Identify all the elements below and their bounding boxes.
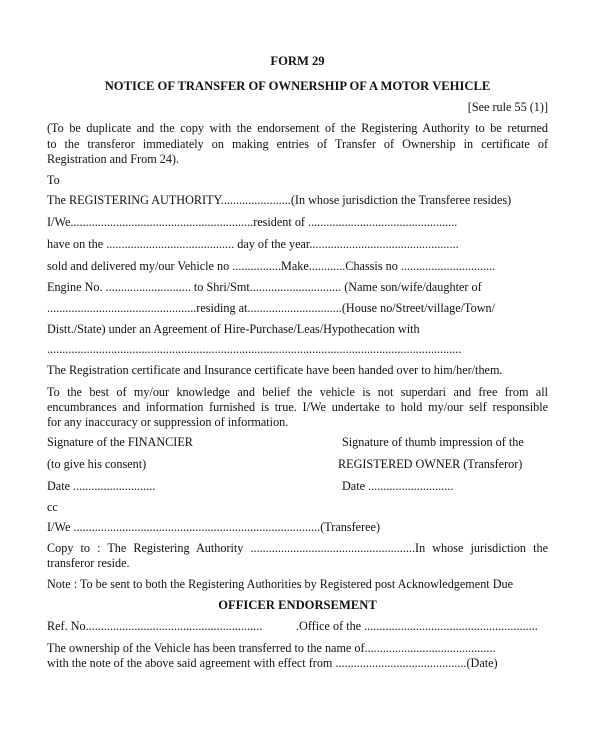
- form-title: NOTICE OF TRANSFER OF OWNERSHIP OF A MOTOR VEHICLE: [104, 79, 491, 93]
- rule-reference: [See rule 55 (1)]: [467, 100, 548, 114]
- vehicle-details-line: sold and delivered my/our Vehicle no ................Make............Chassis no ...............................: [47, 259, 496, 273]
- hire-purchase-line: Distt./State) under an Agreement of Hire-Purchase/Leas/Hypothecation with: [47, 322, 420, 336]
- instruction-line-2: to the transferor immediately on making entries of Transfer of Ownership in certificate of: [47, 137, 548, 151]
- owner-date-field: Date ............................: [342, 479, 454, 493]
- form-number: FORM 29: [270, 54, 325, 68]
- reference-number-field: Ref. No..........................................................: [47, 619, 263, 633]
- financier-date-field: Date ...........................: [47, 479, 156, 493]
- instruction-line-3: Registration and From 24).: [47, 152, 180, 166]
- registering-authority-line: The REGISTERING AUTHORITY.......................(In whose jurisdiction the Transferee resides): [47, 193, 512, 207]
- date-of-year-line: have on the .......................................... day of the year.................................................: [47, 237, 459, 251]
- transferee-line: I/We .................................................................................(Transferee): [47, 520, 381, 534]
- copy-to-line-2: transferor reside.: [47, 556, 130, 570]
- officer-endorsement-heading: OFFICER ENDORSEMENT: [218, 598, 377, 612]
- certificates-handed-over: The Registration certificate and Insurance certificate have been handed over to him/her/them.: [47, 363, 503, 377]
- copy-to-line-1: Copy to : The Registering Authority ......................................................In whose jurisdiction the: [47, 541, 548, 555]
- registered-owner-label: REGISTERED OWNER (Transferor): [338, 457, 523, 471]
- declaration-line-3: for any inaccuracy or suppression of information.: [47, 415, 289, 429]
- residence-line: .................................................residing at...............................(House no/Street/village/Town/: [47, 301, 496, 315]
- financier-signature-label: Signature of the FINANCIER: [47, 435, 193, 449]
- declaration-line-2: encumbrances and information furnished is true. I/We undertake to hold my/our self responsible: [47, 400, 548, 414]
- owner-signature-label: Signature of thumb impression of the: [342, 435, 524, 449]
- effective-date-line: with the note of the above said agreement with effect from ...........................................(Date): [47, 656, 498, 670]
- postal-note: Note : To be sent to both the Registering Authorities by Registered post Acknowledgement Due: [47, 577, 514, 591]
- owner-resident-line: I/We............................................................resident of .................................................: [47, 215, 458, 229]
- hypothecation-blank-line: ........................................................................................................................................: [47, 342, 462, 356]
- office-of-field: .Office of the .........................................................: [296, 619, 538, 633]
- financier-consent-label: (to give his consent): [47, 457, 147, 471]
- to-label: To: [47, 173, 60, 187]
- ownership-transferred-line: The ownership of the Vehicle has been transferred to the name of...........................................: [47, 641, 496, 655]
- cc-label: cc: [47, 500, 58, 514]
- engine-transferee-line: Engine No. ............................ to Shri/Smt.............................. (Name son/wife/daughter of: [47, 280, 482, 294]
- instruction-line-1: (To be duplicate and the copy with the endorsement of the Registering Authority to be returned: [47, 121, 548, 135]
- declaration-line-1: To the best of my/our knowledge and belief the vehicle is not superdari and free from all: [47, 385, 548, 399]
